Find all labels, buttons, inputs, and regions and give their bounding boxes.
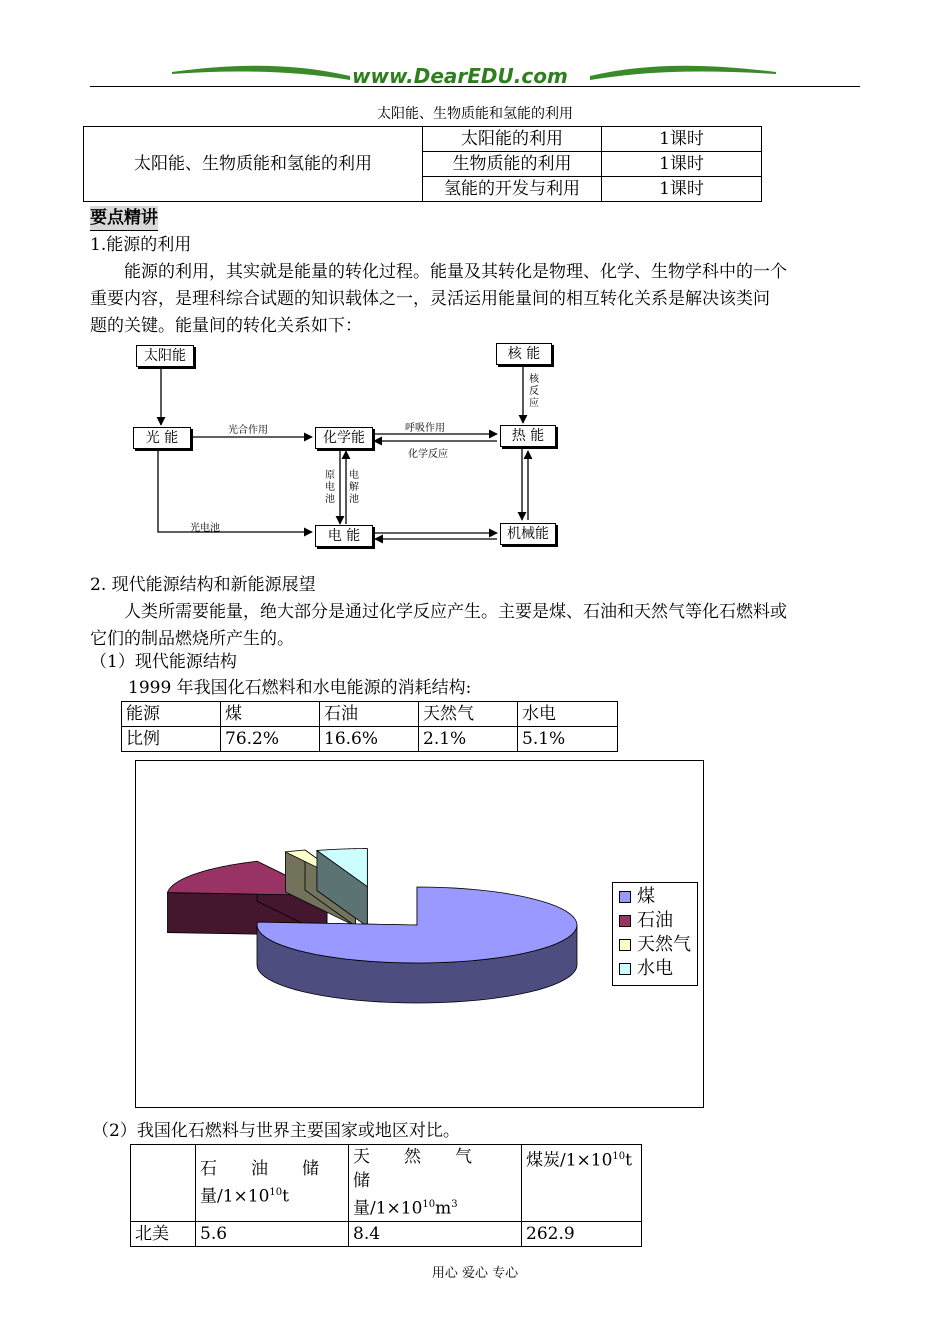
document-title: 太阳能、生物质能和氢能的利用 bbox=[377, 106, 573, 122]
legend-item: 煤 bbox=[619, 886, 655, 908]
label-chemical-reaction: 化学反应 bbox=[408, 449, 448, 460]
node-light-energy: 光 能 bbox=[133, 427, 191, 449]
page-footer: 用心 爱心 专心 bbox=[431, 1266, 519, 1281]
table-cell: 5.1% bbox=[518, 727, 618, 752]
node-solar-energy: 太阳能 bbox=[136, 345, 194, 367]
table-cell: 石油 bbox=[320, 702, 419, 727]
table-cell: 262.9 bbox=[522, 1221, 642, 1246]
table-cell: 8.4 bbox=[349, 1221, 522, 1246]
lesson-hours: 1课时 bbox=[602, 127, 762, 152]
node-chemical-energy: 化学能 bbox=[315, 427, 373, 449]
legend-swatch bbox=[619, 939, 631, 951]
node-mechanical-energy: 机械能 bbox=[500, 523, 556, 545]
table-cell bbox=[131, 1145, 196, 1222]
legend-swatch bbox=[619, 891, 631, 903]
section1-paragraph-line: 题的关键。能量间的转化关系如下： bbox=[90, 316, 362, 336]
label-primary-cell: 原 电 池 bbox=[325, 470, 335, 505]
table-cell: 煤 bbox=[221, 702, 320, 727]
table-cell: 水电 bbox=[518, 702, 618, 727]
reserves-table bbox=[130, 1144, 642, 1247]
lesson-name: 生物质能的利用 bbox=[423, 152, 602, 177]
legend-item: 石油 bbox=[619, 910, 673, 932]
legend-item: 天然气 bbox=[619, 934, 691, 956]
table-cell: 煤炭$/1\times 10^{10}t$ bbox=[522, 1145, 642, 1222]
energy-ratio-table bbox=[121, 701, 618, 752]
label-nuclear-reaction: 核 反 应 bbox=[529, 374, 539, 409]
table-cell: 天 然 气 储 量$/1\times 10^{10}m^3$ bbox=[349, 1145, 522, 1222]
table-cell: 76.2% bbox=[221, 727, 320, 752]
section1-paragraph-line: 能源的利用，其实就是能量的转化过程。能量及其转化是物理、化学、生物学科中的一个 bbox=[124, 262, 787, 282]
table-cell: 能源 bbox=[122, 702, 221, 727]
label-photosynthesis: 光合作用 bbox=[228, 425, 268, 436]
diagram-connectors bbox=[0, 0, 950, 600]
subsection2-heading: （2）我国化石燃料与世界主要国家或地区对比。 bbox=[92, 1121, 460, 1141]
lesson-name: 氢能的开发与利用 bbox=[423, 177, 602, 202]
section2-heading: 2. 现代能源结构和新能源展望 bbox=[90, 575, 316, 595]
legend-item: 水电 bbox=[619, 958, 673, 980]
section1-paragraph-line: 重要内容，是理科综合试题的知识载体之一，灵活运用能量间的相互转化关系是解决该类问 bbox=[90, 289, 770, 309]
legend-swatch bbox=[619, 963, 631, 975]
label-respiration: 呼吸作用 bbox=[405, 423, 445, 434]
lesson-name: 太阳能的利用 bbox=[423, 127, 602, 152]
node-heat-energy: 热 能 bbox=[500, 425, 556, 447]
section1-heading: 1.能源的利用 bbox=[90, 235, 192, 255]
label-electrolysis: 电 解 池 bbox=[349, 470, 359, 505]
table-cell: 比例 bbox=[122, 727, 221, 752]
section2-paragraph-line: 它们的制品燃烧所产生的。 bbox=[90, 629, 294, 649]
table-cell: 石 油 储 量$/1\times 10^{10}t$ bbox=[196, 1145, 349, 1222]
chart-legend bbox=[612, 882, 698, 986]
table-cell: 天然气 bbox=[419, 702, 518, 727]
lesson-hours: 1课时 bbox=[602, 177, 762, 202]
section-tag: 要点精讲 bbox=[90, 206, 158, 231]
table-caption: 1999 年我国化石燃料和水电能源的消耗结构: bbox=[128, 678, 472, 698]
section2-paragraph-line: 人类所需要能量，绝大部分是通过化学反应产生。主要是煤、石油和天然气等化石燃料或 bbox=[124, 602, 787, 622]
node-electric-energy: 电 能 bbox=[315, 525, 373, 547]
lesson-hours: 1课时 bbox=[602, 152, 762, 177]
table-cell: 5.6 bbox=[196, 1221, 349, 1246]
subsection1-heading: （1）现代能源结构 bbox=[90, 652, 237, 672]
lesson-topic: 太阳能、生物质能和氢能的利用 bbox=[84, 127, 423, 202]
legend-swatch bbox=[619, 915, 631, 927]
site-logo[interactable]: www.DearEDU.com bbox=[352, 64, 568, 88]
label-photocell: 光电池 bbox=[190, 523, 220, 534]
table-cell: 北美 bbox=[131, 1221, 196, 1246]
node-nuclear-energy: 核 能 bbox=[496, 343, 552, 365]
table-cell: 16.6% bbox=[320, 727, 419, 752]
table-cell: 2.1% bbox=[419, 727, 518, 752]
